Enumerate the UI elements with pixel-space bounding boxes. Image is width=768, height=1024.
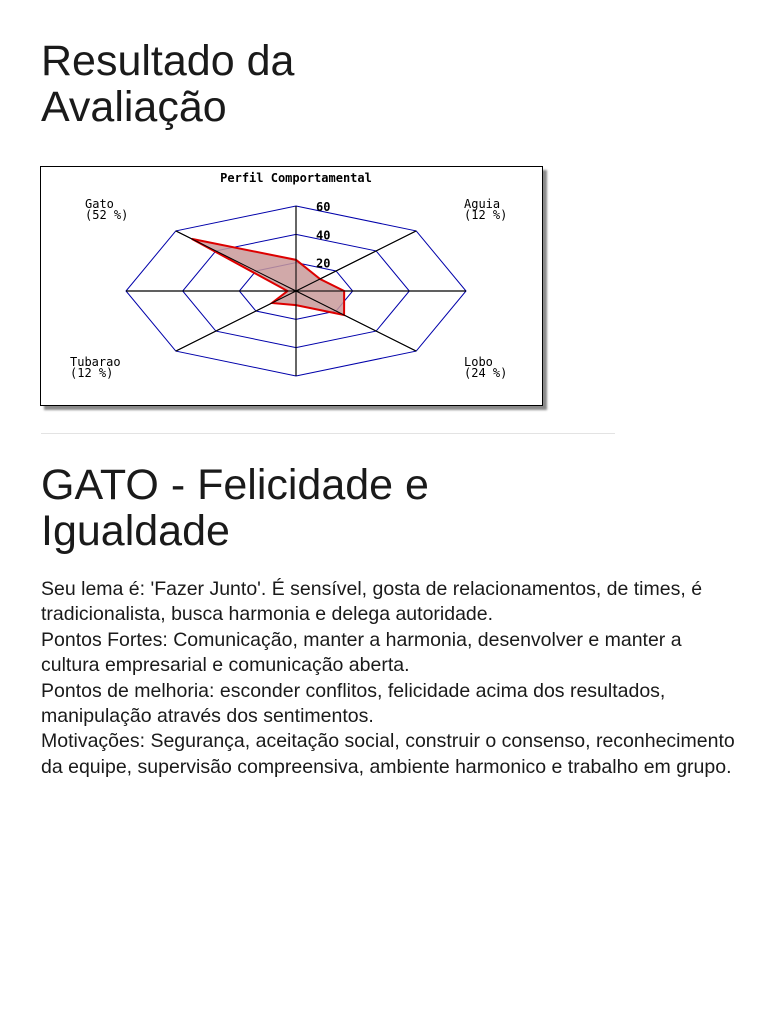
radar-spoke-overlay-5 bbox=[176, 291, 296, 351]
radar-chart bbox=[40, 166, 543, 406]
radar-tick-label: 40 bbox=[316, 228, 331, 243]
page-title bbox=[41, 38, 661, 130]
profile-title-line-2: Igualdade bbox=[41, 507, 230, 555]
profile-description bbox=[41, 577, 741, 780]
radar-spoke-overlay-3 bbox=[296, 291, 416, 351]
axis-label-gato-name: Gato bbox=[85, 197, 114, 211]
radar-chart-svg bbox=[41, 167, 544, 407]
axis-label-gato-value: (52 %) bbox=[85, 208, 129, 222]
axis-label-lobo-value: (24 %) bbox=[464, 366, 508, 380]
description-strengths: Pontos Fortes: Comunicação, manter a harmonia, desenvolver e manter a cultura empresarial e comunicação aberta. bbox=[41, 628, 682, 677]
profile-title bbox=[41, 462, 741, 554]
profile-title-line-1: GATO - Felicidade e bbox=[41, 461, 429, 509]
axis-label-tubarao-value: (12 %) bbox=[70, 366, 114, 380]
description-motto: Seu lema é: 'Fazer Junto'. É sensível, gosta de relacionamentos, de times, é tradicionalista, busca harmonia e delega autoridade. bbox=[41, 578, 703, 626]
section-divider bbox=[41, 433, 615, 434]
description-motivations: Motivações: Segurança, aceitação social, construir o consenso, reconhecimento da equipe, supervisão compreensiva, ambiente harmonico e trabalho em grupo. bbox=[41, 730, 735, 778]
radar-tick-label: 20 bbox=[316, 256, 331, 271]
axis-label-tubarao-name: Tubarao bbox=[70, 355, 121, 369]
radar-spoke-overlay-1 bbox=[296, 231, 416, 291]
page-title-line-1: Resultado da bbox=[41, 37, 295, 85]
radar-ticks bbox=[316, 200, 330, 271]
radar-tick-label: 60 bbox=[316, 200, 331, 214]
radar-series bbox=[126, 206, 466, 376]
chart-title: Perfil Comportamental bbox=[220, 171, 372, 185]
axis-label-aguia-name: Aguia bbox=[464, 197, 501, 211]
axis-label-lobo-name: Lobo bbox=[464, 355, 493, 369]
description-improvements: Pontos de melhoria: esconder conflitos, felicidade acima dos resultados, manipulação através dos sentimentos. bbox=[41, 679, 666, 728]
axis-label-aguia-value: (12 %) bbox=[464, 208, 508, 222]
page-title-line-2: Avaliação bbox=[41, 83, 227, 131]
